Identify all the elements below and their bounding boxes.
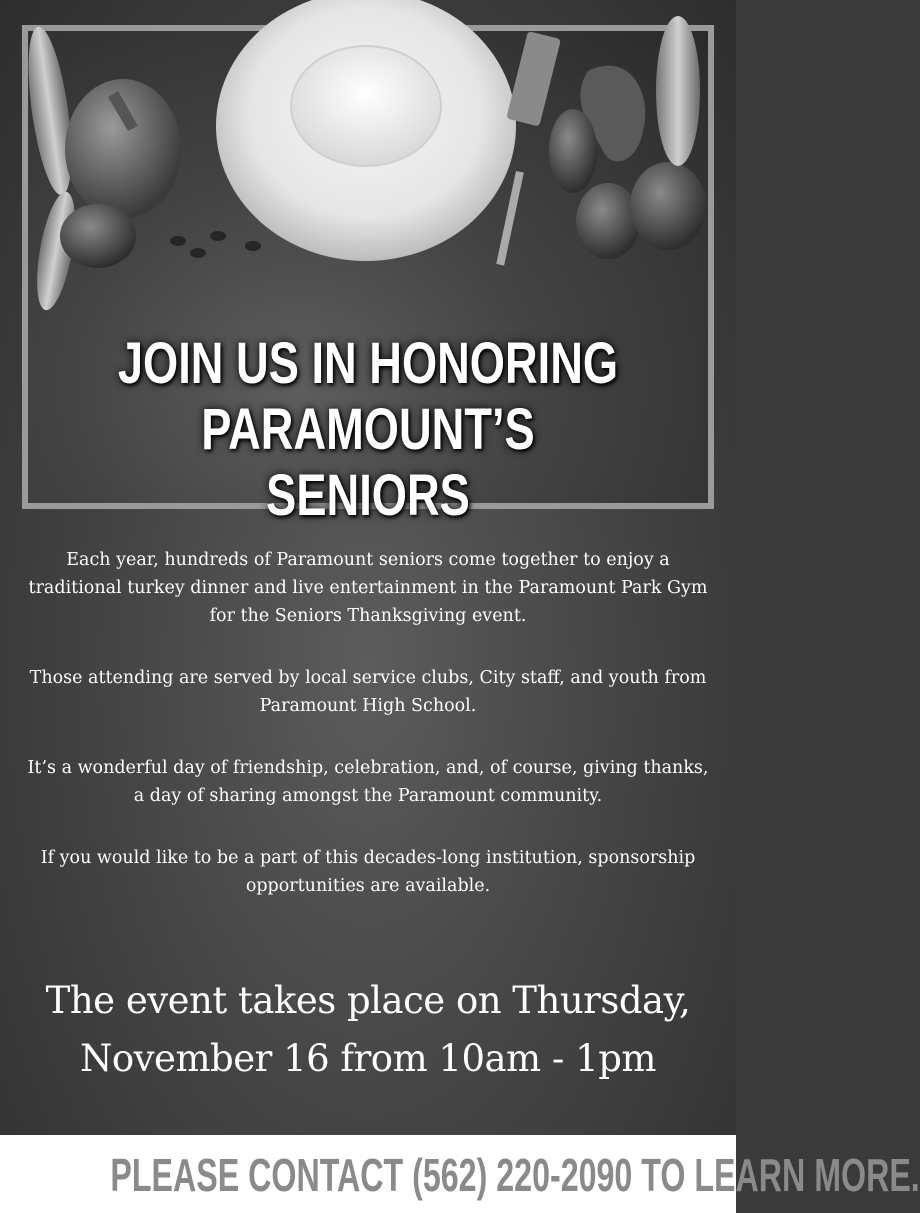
plate-icon bbox=[216, 0, 516, 261]
apple-icon bbox=[630, 162, 706, 250]
corn-right-icon bbox=[656, 16, 700, 166]
thanksgiving-table-photo bbox=[28, 31, 708, 528]
contact-text: PLEASE CONTACT (562) 220-2090 TO LEARN MORE. bbox=[110, 1149, 920, 1201]
headline-line-2: PARAMOUNT’S SENIORS bbox=[201, 397, 535, 528]
paragraph-community: It’s a wonderful day of friendship, celebration, and, of course, giving thanks, a day of sharing amongst the Paramount community. bbox=[27, 758, 709, 806]
event-line-2: November 16 from 10am - 1pm bbox=[80, 1037, 656, 1080]
headline-line-1: JOIN US IN HONORING bbox=[117, 331, 619, 396]
header-photo-frame bbox=[22, 25, 714, 528]
potato-icon bbox=[60, 204, 136, 268]
event-line-1: The event takes place on Thursday, bbox=[45, 979, 691, 1022]
event-details bbox=[10, 972, 726, 1088]
headline bbox=[103, 331, 633, 529]
body-text bbox=[20, 546, 716, 934]
contact-bar bbox=[0, 1135, 920, 1213]
beans-icon bbox=[170, 231, 261, 258]
potato-right-icon bbox=[549, 109, 597, 193]
paragraph-volunteers: Those attending are served by local service clubs, City staff, and youth from Paramount High School. bbox=[29, 668, 707, 716]
paragraph-sponsorship: If you would like to be a part of this decades-long institution, sponsorship opportunities are available. bbox=[40, 848, 696, 896]
paragraph-annual-event: Each year, hundreds of Paramount seniors come together to enjoy a traditional turkey dinner and live entertainment in the Paramount Park Gym for the Seniors Thanksgiving event. bbox=[28, 550, 708, 626]
pumpkin-icon bbox=[65, 79, 181, 219]
potato-bottom-right-icon bbox=[576, 183, 640, 259]
